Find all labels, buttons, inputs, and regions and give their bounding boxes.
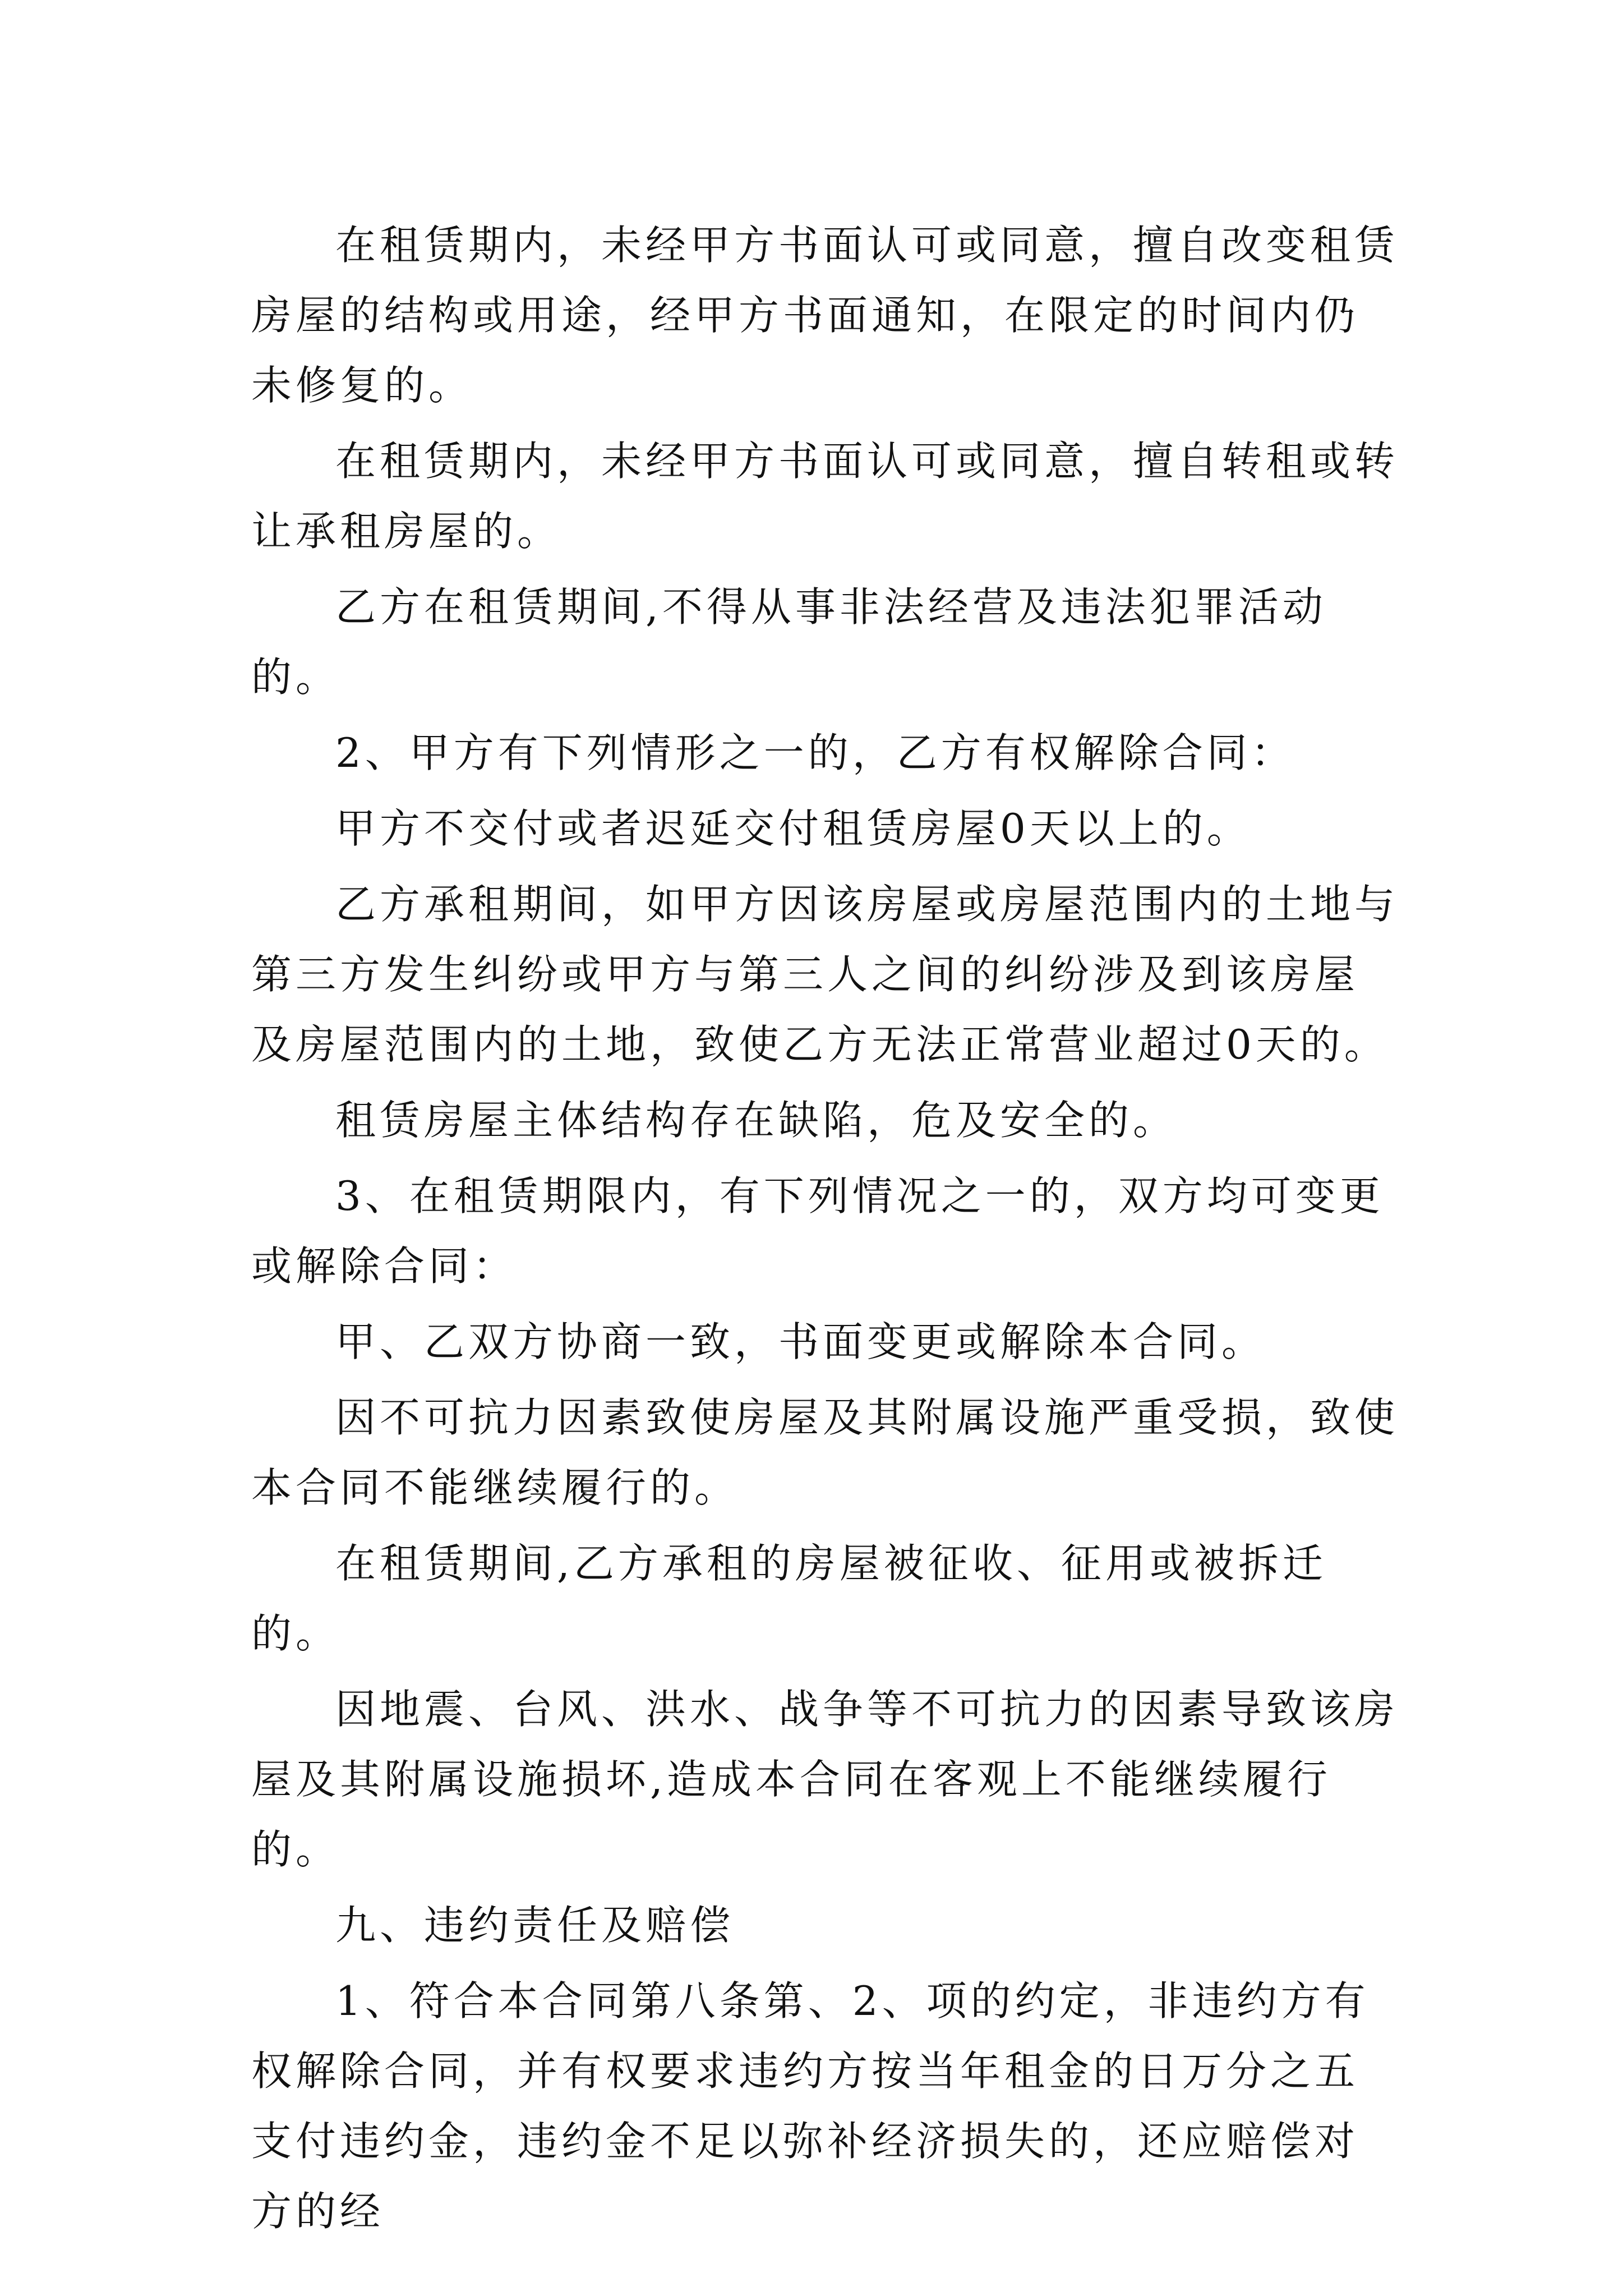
- section-9-heading: 九、违约责任及赔偿: [335, 1902, 735, 1949]
- paragraph-mutual-agreement: 甲、乙双方协商一致，书面变更或解除本合同。: [335, 1318, 1266, 1365]
- paragraph-natural-disaster: 因地震、台风、洪水、战争等不可抗力的因素导致该房屋及其附属设施损坏,造成本合同在客观上不能继续履行的。: [251, 1686, 1399, 1873]
- paragraph-late-delivery: 甲方不交付或者迟延交付租赁房屋0天以上的。: [335, 805, 1251, 852]
- document-body: [251, 210, 1401, 2247]
- clause-2-heading: 2、甲方有下列情形之一的，乙方有权解除合同：: [335, 729, 1295, 776]
- paragraph-land-dispute: 乙方承租期间，如甲方因该房屋或房屋范围内的土地与第三方发生纠纷或甲方与第三人之间的纠纷涉及到该房屋及房屋范围内的土地，致使乙方无法正常营业超过0天的。: [251, 881, 1399, 1068]
- paragraph-force-majeure-damage: 因不可抗力因素致使房屋及其附属设施严重受损，致使本合同不能继续履行的。: [251, 1394, 1399, 1511]
- paragraph-breach-compensation: 1、符合本合同第八条第、2、项的约定，非违约方有权解除合同，并有权要求违约方按当年租金的日万分之五支付违约金，违约金不足以弥补经济损失的，还应赔偿对方的经: [251, 1977, 1370, 2235]
- paragraph-unauthorized-alteration: 在租赁期内，未经甲方书面认可或同意，擅自改变租赁房屋的结构或用途，经甲方书面通知，在限定的时间内仍未修复的。: [251, 222, 1399, 409]
- paragraph-unauthorized-sublease: 在租赁期内，未经甲方书面认可或同意，擅自转租或转让承租房屋的。: [251, 438, 1399, 555]
- paragraph-illegal-activity: 乙方在租赁期间,不得从事非法经营及违法犯罪活动的。: [251, 583, 1327, 701]
- paragraph-structural-defect: 租赁房屋主体结构存在缺陷，危及安全的。: [335, 1097, 1178, 1144]
- clause-3-heading: 3、在租赁期限内，有下列情况之一的，双方均可变更或解除合同：: [251, 1172, 1384, 1290]
- paragraph-expropriation: 在租赁期间,乙方承租的房屋被征收、征用或被拆迁的。: [251, 1540, 1327, 1657]
